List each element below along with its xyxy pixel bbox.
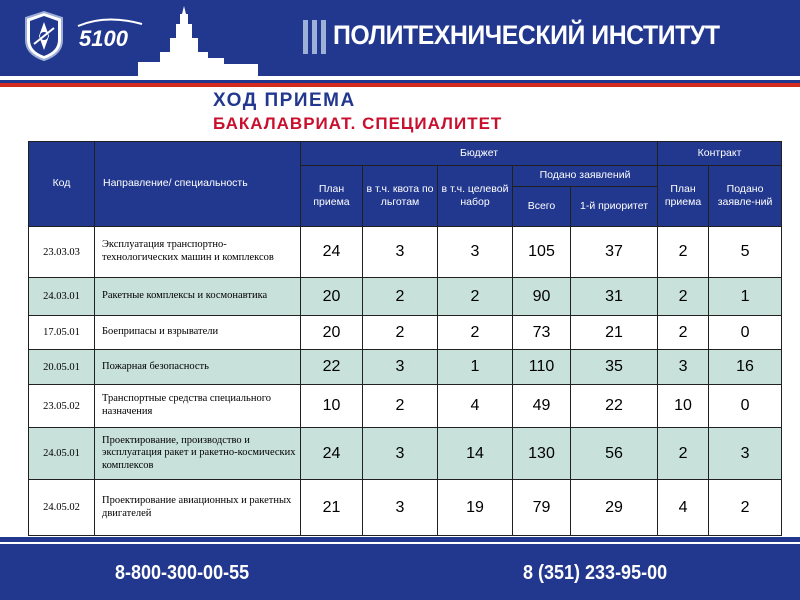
header-total: Всего bbox=[513, 187, 571, 227]
header-plan: План приема bbox=[301, 166, 363, 227]
admission-table bbox=[28, 141, 782, 536]
logo-text: 5100 bbox=[79, 26, 128, 51]
cell-plan: 24 bbox=[301, 227, 363, 278]
cell-contract-plan: 3 bbox=[658, 350, 709, 385]
institute-mark-icon bbox=[303, 20, 327, 54]
cell-contract-plan: 4 bbox=[658, 480, 709, 536]
cell-code: 20.05.01 bbox=[29, 350, 95, 385]
cell-priority: 22 bbox=[571, 385, 658, 428]
cell-plan: 22 bbox=[301, 350, 363, 385]
cell-target: 19 bbox=[438, 480, 513, 536]
cell-code: 24.05.02 bbox=[29, 480, 95, 536]
cell-contract-submitted: 5 bbox=[709, 227, 782, 278]
cell-code: 23.05.02 bbox=[29, 385, 95, 428]
cell-plan: 10 bbox=[301, 385, 363, 428]
cell-contract-submitted: 3 bbox=[709, 428, 782, 480]
cell-plan: 21 bbox=[301, 480, 363, 536]
cell-name: Проектирование авиационных и ракетных двигателей bbox=[95, 480, 301, 536]
cell-code: 17.05.01 bbox=[29, 316, 95, 350]
cell-target: 4 bbox=[438, 385, 513, 428]
cell-contract-plan: 2 bbox=[658, 278, 709, 316]
cell-contract-plan: 2 bbox=[658, 316, 709, 350]
cell-priority: 56 bbox=[571, 428, 658, 480]
cell-plan: 24 bbox=[301, 428, 363, 480]
cell-target: 3 bbox=[438, 227, 513, 278]
header-budget: Бюджет bbox=[301, 142, 658, 166]
cell-contract-plan: 2 bbox=[658, 227, 709, 278]
page-title: ХОД ПРИЕМА bbox=[213, 90, 356, 111]
table-row bbox=[29, 278, 782, 316]
cell-name: Эксплуатация транспортно-технологических машин и комплексов bbox=[95, 227, 301, 278]
cell-contract-submitted: 1 bbox=[709, 278, 782, 316]
table-row bbox=[29, 480, 782, 536]
cell-contract-submitted: 16 bbox=[709, 350, 782, 385]
cell-contract-submitted: 2 bbox=[709, 480, 782, 536]
cell-code: 24.05.01 bbox=[29, 428, 95, 480]
table-row bbox=[29, 428, 782, 480]
cell-plan: 20 bbox=[301, 316, 363, 350]
header-submitted: Подано заявлений bbox=[513, 166, 658, 187]
header-contract-submitted: Подано заявле-ний bbox=[709, 166, 782, 227]
cell-total: 79 bbox=[513, 480, 571, 536]
header-code: Код bbox=[29, 142, 95, 227]
phone-local[interactable]: 8 (351) 233-95-00 bbox=[523, 562, 668, 584]
cell-contract-plan: 2 bbox=[658, 428, 709, 480]
cell-name: Ракетные комплексы и космонавтика bbox=[95, 278, 301, 316]
cell-quota: 2 bbox=[363, 278, 438, 316]
table-row bbox=[29, 316, 782, 350]
header-first-priority: 1-й приоритет bbox=[571, 187, 658, 227]
cell-quota: 2 bbox=[363, 385, 438, 428]
cell-total: 90 bbox=[513, 278, 571, 316]
page-subtitle: БАКАЛАВРИАТ. СПЕЦИАЛИТЕТ bbox=[213, 114, 503, 133]
cell-total: 73 bbox=[513, 316, 571, 350]
cell-total: 130 bbox=[513, 428, 571, 480]
cell-target: 1 bbox=[438, 350, 513, 385]
cell-total: 49 bbox=[513, 385, 571, 428]
cell-code: 24.03.01 bbox=[29, 278, 95, 316]
table-row bbox=[29, 350, 782, 385]
header-contract-plan: План приема bbox=[658, 166, 709, 227]
cell-quota: 3 bbox=[363, 350, 438, 385]
cell-priority: 37 bbox=[571, 227, 658, 278]
header-target: в т.ч. целевой набор bbox=[438, 166, 513, 227]
cell-priority: 21 bbox=[571, 316, 658, 350]
institute-name: ПОЛИТЕХНИЧЕСКИЙ ИНСТИТУТ bbox=[333, 20, 720, 50]
header-contract: Контракт bbox=[658, 142, 782, 166]
cell-plan: 20 bbox=[301, 278, 363, 316]
cell-quota: 3 bbox=[363, 227, 438, 278]
cell-name: Транспортные средства специального назначения bbox=[95, 385, 301, 428]
cell-quota: 3 bbox=[363, 480, 438, 536]
cell-code: 23.03.03 bbox=[29, 227, 95, 278]
header-quota: в т.ч. квота по льготам bbox=[363, 166, 438, 227]
cell-contract-submitted: 0 bbox=[709, 316, 782, 350]
cell-priority: 29 bbox=[571, 480, 658, 536]
logo-5100 bbox=[76, 18, 146, 52]
flag-stripe-red bbox=[0, 83, 800, 87]
cell-total: 105 bbox=[513, 227, 571, 278]
cell-quota: 3 bbox=[363, 428, 438, 480]
university-building-icon bbox=[138, 6, 258, 76]
phone-tollfree[interactable]: 8-800-300-00-55 bbox=[115, 562, 250, 584]
cell-target: 14 bbox=[438, 428, 513, 480]
cell-name: Пожарная безопасность bbox=[95, 350, 301, 385]
cell-contract-plan: 10 bbox=[658, 385, 709, 428]
cell-target: 2 bbox=[438, 278, 513, 316]
cell-name: Боеприпасы и взрыватели bbox=[95, 316, 301, 350]
header-direction: Направление/ специальность bbox=[95, 142, 301, 227]
cell-total: 110 bbox=[513, 350, 571, 385]
cell-target: 2 bbox=[438, 316, 513, 350]
table-row bbox=[29, 385, 782, 428]
cell-priority: 35 bbox=[571, 350, 658, 385]
university-emblem-icon bbox=[22, 10, 66, 62]
table-row bbox=[29, 227, 782, 278]
cell-quota: 2 bbox=[363, 316, 438, 350]
cell-name: Проектирование, производство и эксплуатация ракет и ракетно-космических комплексов bbox=[95, 428, 301, 480]
cell-contract-submitted: 0 bbox=[709, 385, 782, 428]
cell-priority: 31 bbox=[571, 278, 658, 316]
